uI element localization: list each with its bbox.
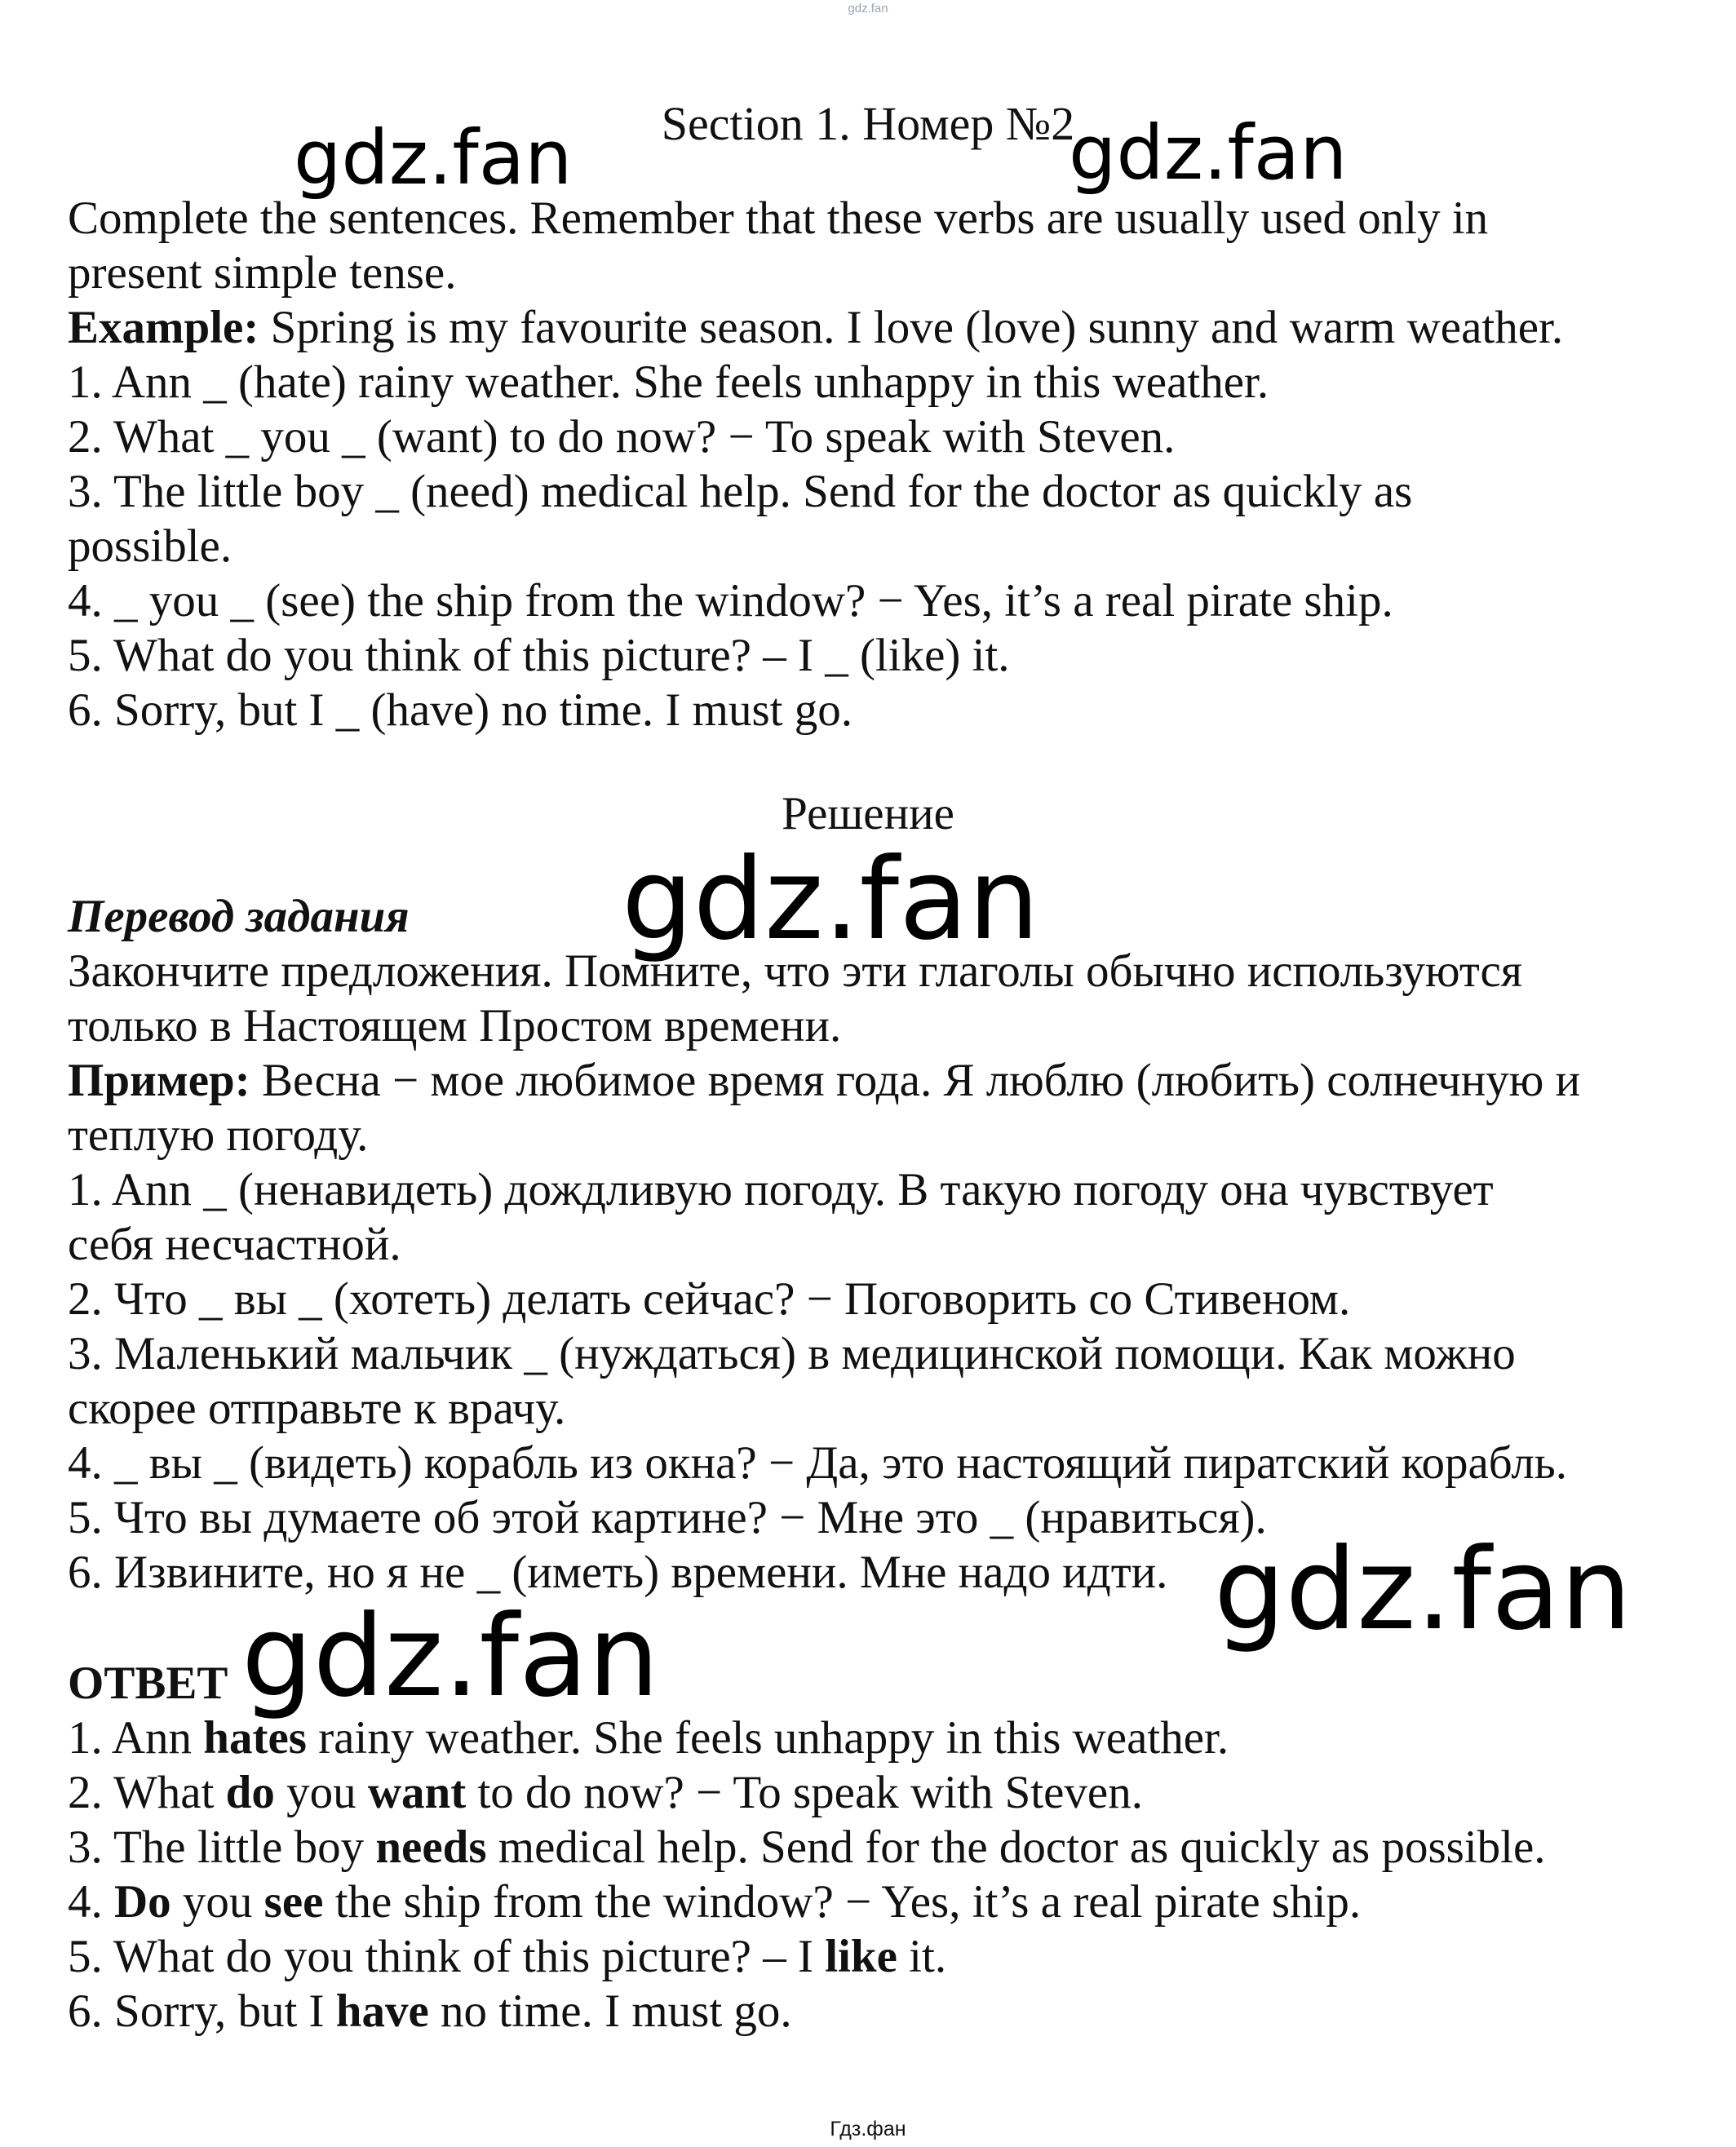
task-item: 5. What do you think of this picture? – I _ (like) it.: [68, 630, 1010, 681]
solution-heading: Решение: [782, 788, 954, 839]
answer-text: 1. Ann: [68, 1712, 204, 1764]
header-watermark: gdz.fan: [848, 2, 888, 15]
translation-item: 5. Что вы думаете об этой картине? − Мне это _ (нравиться).: [68, 1492, 1267, 1543]
answer-verb: needs: [375, 1822, 487, 1873]
task-item: 1. Ann _ (hate) rainy weather. She feels unhappy in this weather.: [68, 356, 1269, 408]
watermark: gdz.fan: [622, 834, 1040, 965]
watermark: gdz.fan: [241, 1591, 660, 1722]
answer-text: 2. What: [68, 1767, 226, 1818]
answer-text: medical help. Send for the doctor as quickly as possible.: [486, 1822, 1546, 1873]
task-item: 2. What _ you _ (want) to do now? − To speak with Steven.: [68, 411, 1176, 463]
translation-instruction-line: Закончите предложения. Помните, что эти глаголы обычно используются: [68, 945, 1523, 997]
page-title: Section 1. Номер №2: [661, 97, 1075, 150]
footer-text: Гдз.фан: [830, 2118, 906, 2140]
answer-verb: Do: [114, 1876, 171, 1928]
task-instruction-line: Complete the sentences. Remember that these verbs are usually used only in: [68, 193, 1489, 244]
example-text: Spring is my favourite season. I love (love) sunny and warm weather.: [259, 302, 1564, 353]
translation-item: 2. Что _ вы _ (хотеть) делать сейчас? − Поговорить со Стивеном.: [68, 1273, 1351, 1325]
answer-verb: see: [264, 1876, 324, 1928]
translation-heading: Перевод задания: [68, 891, 410, 942]
answer-text: 4.: [68, 1876, 114, 1928]
answer-verb: hates: [203, 1712, 307, 1764]
translation-item: себя несчастной.: [68, 1219, 401, 1270]
answer-verb: want: [367, 1767, 467, 1818]
translation-example: [68, 1053, 1699, 1108]
task-item: possible.: [68, 520, 232, 572]
answer-text: 5. What do you think of this picture? – I: [68, 1931, 826, 1982]
answer-line: [68, 1765, 1699, 1820]
answer-text: rainy weather. She feels unhappy in this weather.: [306, 1712, 1229, 1764]
answer-block: [68, 1711, 1699, 2039]
answer-line: [68, 1875, 1699, 1929]
translation-item: 6. Извините, но я не _ (иметь) времени. Мне надо идти.: [68, 1547, 1168, 1598]
translation-example-text: Весна − мое любимое время года. Я люблю (любить) солнечную и: [250, 1055, 1581, 1106]
translation-item: 4. _ вы _ (видеть) корабль из окна? − Да, это настоящий пиратский корабль.: [68, 1437, 1568, 1489]
watermark: gdz.fan: [1214, 1524, 1632, 1655]
answer-text: 3. The little boy: [68, 1822, 376, 1873]
task-item: 4. _ you _ (see) the ship from the window? − Yes, it’s a real pirate ship.: [68, 575, 1393, 626]
answer-text: 6. Sorry, but I: [68, 1985, 336, 2037]
answer-verb: do: [225, 1767, 275, 1818]
answer-line: [68, 1820, 1699, 1875]
answer-verb: have: [335, 1985, 429, 2037]
watermark: gdz.fan: [294, 114, 573, 201]
answer-text: it.: [897, 1931, 947, 1982]
task-item: 3. The little boy _ (need) medical help. Send for the doctor as quickly as: [68, 466, 1413, 517]
answer-heading: ОТВЕТ: [68, 1658, 228, 1709]
answer-line: [68, 1984, 1699, 2039]
translation-item: 1. Ann _ (ненавидеть) дождливую погоду. В такую погоду она чувствует: [68, 1164, 1494, 1215]
task-item: 6. Sorry, but I _ (have) no time. I must go.: [68, 684, 852, 736]
answer-text: no time. I must go.: [428, 1985, 792, 2037]
task-example: [68, 300, 1699, 355]
answer-text: you: [274, 1767, 368, 1818]
answer-verb: like: [825, 1931, 897, 1982]
translation-item: скорее отправьте к врачу.: [68, 1383, 566, 1434]
translation-block: [68, 944, 1699, 1600]
example-label: Example:: [68, 302, 259, 353]
answer-line: [68, 1929, 1699, 1984]
translation-example-label: Пример:: [68, 1055, 250, 1106]
translation-item: 3. Маленький мальчик _ (нуждаться) в медицинской помощи. Как можно: [68, 1328, 1516, 1379]
answer-text: the ship from the window? − Yes, it’s a real pirate ship.: [323, 1876, 1362, 1928]
answer-text: you: [170, 1876, 264, 1928]
translation-instruction-line: только в Настоящем Простом времени.: [68, 1000, 842, 1051]
watermark: gdz.fan: [1069, 109, 1348, 197]
task-instruction-line: present simple tense.: [68, 247, 457, 299]
answer-text: to do now? − To speak with Steven.: [466, 1767, 1143, 1818]
task-block: [68, 191, 1699, 737]
translation-example-continuation: теплую погоду.: [68, 1109, 369, 1161]
